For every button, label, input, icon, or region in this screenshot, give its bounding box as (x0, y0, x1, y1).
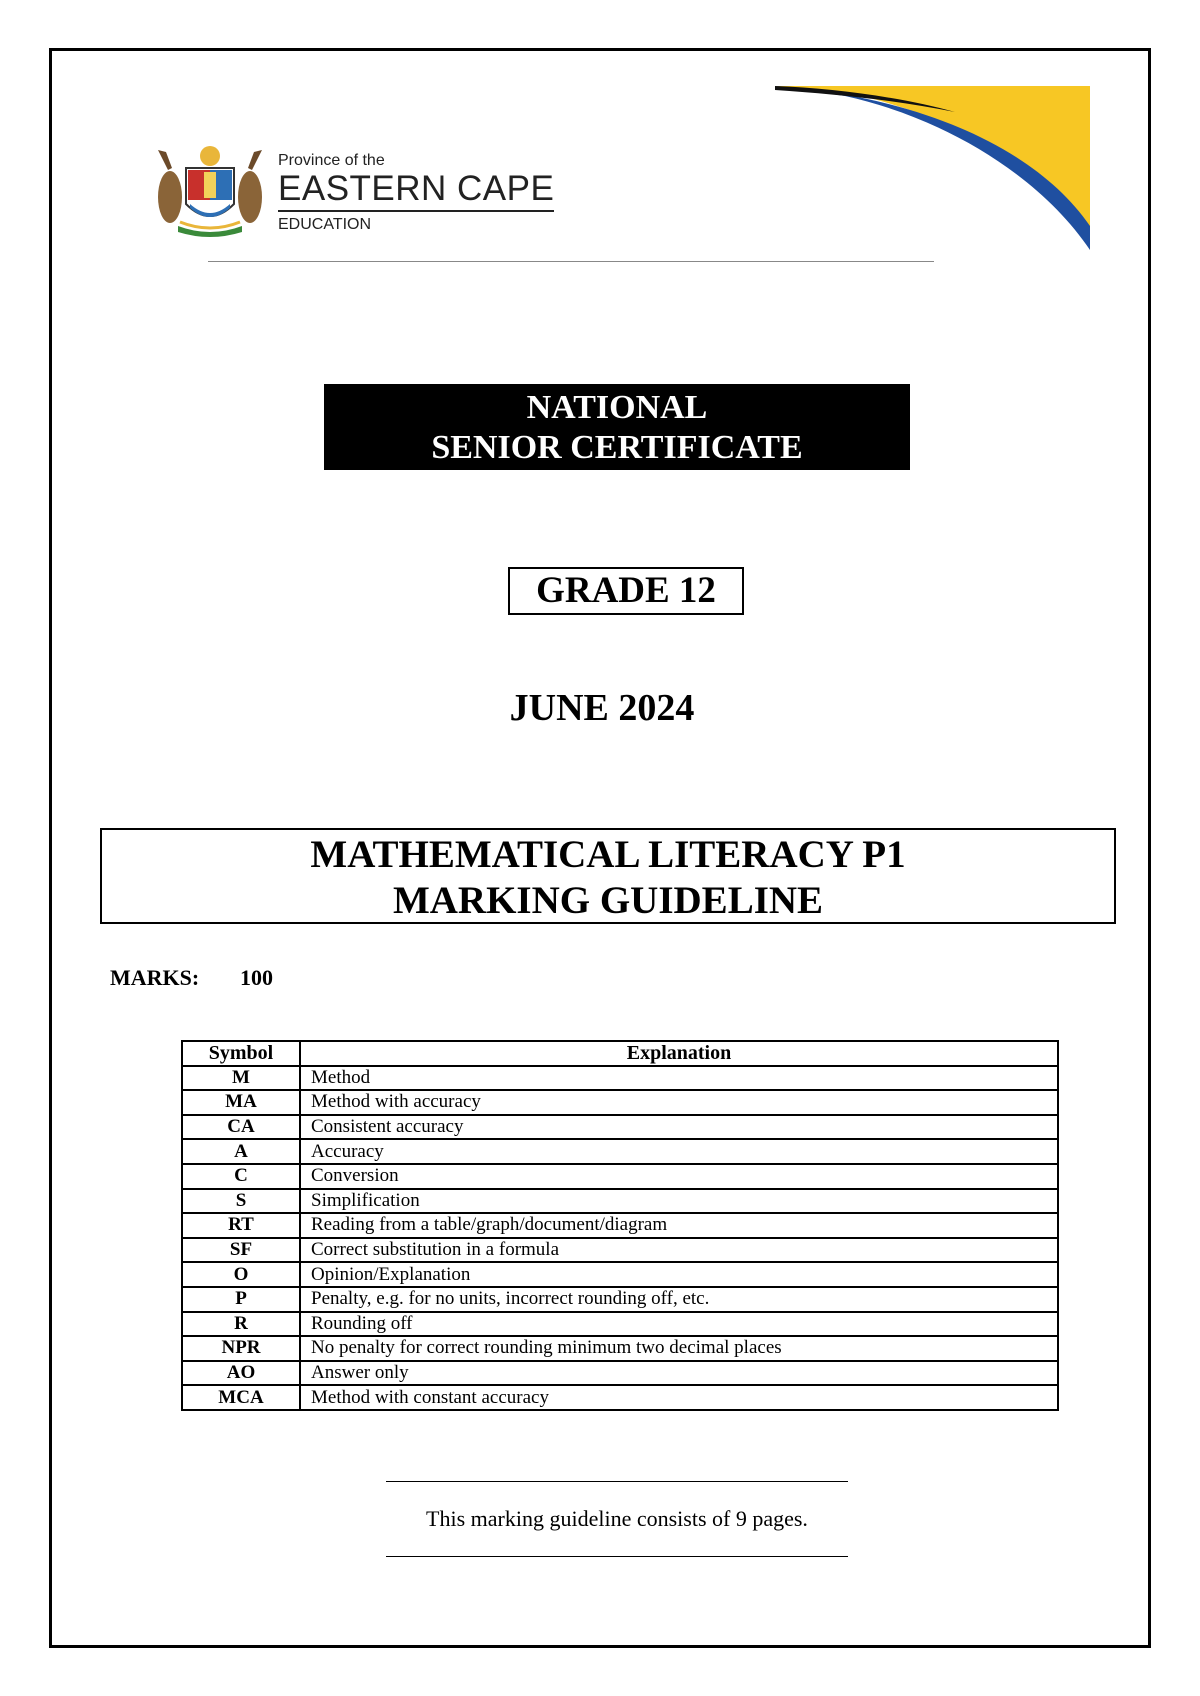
table-row (182, 1361, 1058, 1386)
logo-line-education: EDUCATION (278, 216, 372, 233)
symbol-cell: O (182, 1262, 300, 1287)
explanation-cell: Opinion/Explanation (300, 1262, 1058, 1287)
table-row (182, 1287, 1058, 1312)
grade-label: GRADE 12 (508, 567, 744, 615)
marks-label: MARKS: (110, 965, 200, 990)
symbol-cell: AO (182, 1361, 300, 1386)
table-row (182, 1066, 1058, 1091)
explanation-cell: Consistent accuracy (300, 1115, 1058, 1140)
table-row (182, 1115, 1058, 1140)
nsc-title-box (324, 384, 910, 470)
page-count-note: This marking guideline consists of 9 pages. (426, 1506, 808, 1531)
table-row (182, 1164, 1058, 1189)
nsc-title-line1: NATIONAL (526, 389, 708, 426)
explanation-cell: No penalty for correct rounding minimum two decimal places (300, 1336, 1058, 1361)
symbol-cell: S (182, 1189, 300, 1214)
nsc-title-line2: SENIOR CERTIFICATE (431, 429, 803, 466)
symbol-cell: MA (182, 1090, 300, 1115)
explanation-cell: Method with constant accuracy (300, 1385, 1058, 1410)
symbol-cell: C (182, 1164, 300, 1189)
province-logo-text (278, 152, 554, 234)
marks-total (110, 965, 273, 991)
subject-title-line2: MARKING GUIDELINE (392, 879, 824, 922)
explanation-cell: Reading from a table/graph/document/diagram (300, 1213, 1058, 1238)
explanation-cell: Simplification (300, 1189, 1058, 1214)
table-row (182, 1139, 1058, 1164)
logo-line-eastern-cape: EASTERN CAPE (278, 170, 554, 212)
symbol-cell: CA (182, 1115, 300, 1140)
swoosh-graphic (775, 86, 1090, 250)
explanation-cell: Penalty, e.g. for no units, incorrect rounding off, etc. (300, 1287, 1058, 1312)
explanation-cell: Conversion (300, 1164, 1058, 1189)
table-row (182, 1336, 1058, 1361)
explanation-cell: Rounding off (300, 1312, 1058, 1337)
explanation-cell: Answer only (300, 1361, 1058, 1386)
table-row (182, 1189, 1058, 1214)
table-header-row (182, 1041, 1058, 1066)
subject-title-line1: MATHEMATICAL LITERACY P1 (310, 833, 906, 876)
table-row (182, 1385, 1058, 1410)
symbol-cell: M (182, 1066, 300, 1091)
symbol-cell: P (182, 1287, 300, 1312)
logo-line-province: Province of the (278, 152, 385, 169)
footer-bottom-rule (386, 1556, 848, 1557)
table-row (182, 1262, 1058, 1287)
symbol-cell: MCA (182, 1385, 300, 1410)
subject-title-box (100, 828, 1116, 924)
explanation-cell: Accuracy (300, 1139, 1058, 1164)
table-row (182, 1213, 1058, 1238)
table-row (182, 1090, 1058, 1115)
symbol-cell: RT (182, 1213, 300, 1238)
symbol-cell: NPR (182, 1336, 300, 1361)
coat-of-arms-logo (150, 142, 270, 242)
explanation-cell: Method with accuracy (300, 1090, 1058, 1115)
footer-top-rule (386, 1481, 848, 1482)
table-row (182, 1312, 1058, 1337)
explanation-cell: Correct substitution in a formula (300, 1238, 1058, 1263)
explanation-cell: Method (300, 1066, 1058, 1091)
symbol-cell: R (182, 1312, 300, 1337)
symbol-cell: A (182, 1139, 300, 1164)
marks-value: 100 (240, 965, 273, 990)
symbol-legend-table (181, 1040, 1059, 1411)
exam-date: JUNE 2024 (509, 687, 695, 729)
header-symbol: Symbol (182, 1041, 300, 1066)
header-divider (208, 261, 934, 262)
symbol-cell: SF (182, 1238, 300, 1263)
table-row (182, 1238, 1058, 1263)
header-explanation: Explanation (300, 1041, 1058, 1066)
